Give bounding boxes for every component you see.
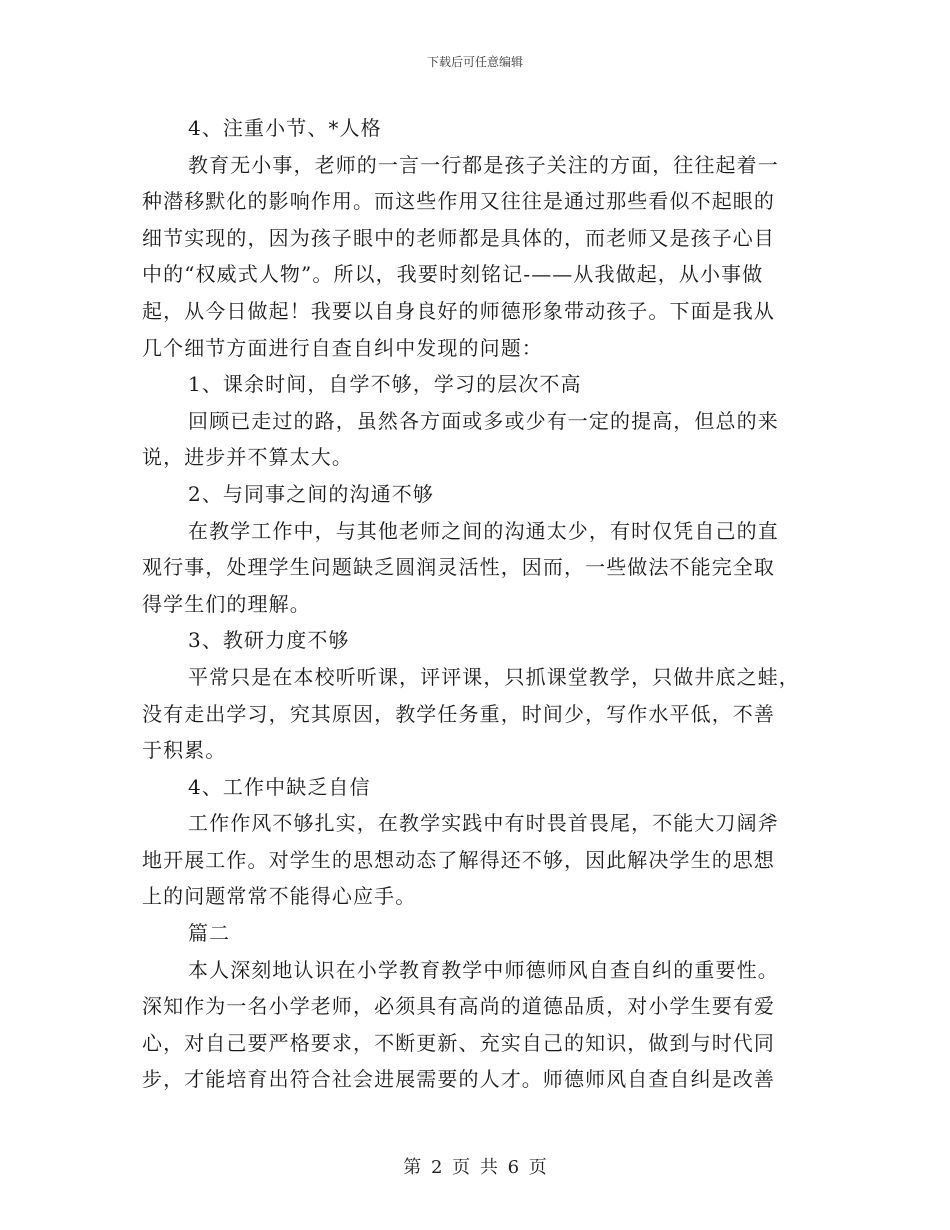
page-header-note: 下载后可任意编辑 <box>426 55 523 69</box>
paragraph-line: 没有走出学习，究其原因，教学任务重，时间少，写作水平低，不善 <box>142 701 775 726</box>
paragraph-line: 于积累。 <box>142 738 227 763</box>
paragraph-line: 回顾已走过的路，虽然各方面或多或少有一定的提高，但总的来 <box>188 408 779 433</box>
list-item-heading: 3、教研力度不够 <box>188 628 350 653</box>
paragraph-line: 心，对自己要严格要求，不断更新、充实自己的知识，做到与时代同 <box>142 1030 775 1055</box>
paragraph-line: 平常只是在本校听听课，评评课，只抓课堂教学，只做井底之蛙， <box>188 664 800 689</box>
document-body <box>142 110 822 1098</box>
section-heading: 篇二 <box>188 921 231 946</box>
paragraph-line: 说，进步并不算太大。 <box>142 445 353 470</box>
paragraph-line: 在教学工作中，与其他老师之间的沟通太少，有时仅凭自己的直 <box>188 518 779 543</box>
paragraph-line: 工作作风不够扎实，在教学实践中有时畏首畏尾，不能大刀阔斧 <box>188 811 779 836</box>
paragraph-line: 几个细节方面进行自查自纠中发现的问题： <box>142 335 543 360</box>
paragraph-line: 步，才能培育出符合社会进展需要的人才。师德师风自查自纠是改善 <box>142 1067 775 1092</box>
list-item-heading: 1、课余时间，自学不够，学习的层次不高 <box>188 372 582 397</box>
list-item-heading: 4、工作中缺乏自信 <box>188 774 371 799</box>
paragraph-line: 本人深刻地认识在小学教育教学中师德师风自查自纠的重要性。 <box>188 957 779 982</box>
paragraph-line: 细节实现的，因为孩子眼中的老师都是具体的，而老师又是孩子心目 <box>142 225 775 250</box>
paragraph-line: 起，从今日做起！我要以自身良好的师德形象带动孩子。下面是我从 <box>142 298 775 323</box>
paragraph-line: 种潜移默化的影响作用。而这些作用又往往是通过那些看似不起眼的 <box>142 189 775 214</box>
paragraph-line: 观行事，处理学生问题缺乏圆润灵活性，因而，一些做法不能完全取 <box>142 555 775 580</box>
paragraph-line: 教育无小事，老师的一言一行都是孩子关注的方面，往往起着一 <box>188 152 779 177</box>
paragraph-line: 得学生们的理解。 <box>142 591 311 616</box>
paragraph-line: 上的问题常常不能得心应手。 <box>142 884 417 909</box>
paragraph-line: 中的“权威式人物”。所以，我要时刻铭记-——从我做起，从小事做 <box>142 262 764 287</box>
section-heading: 4、注重小节、*人格 <box>188 116 382 140</box>
page-number-footer: 第 2 页 共 6 页 <box>403 1157 547 1178</box>
paragraph-line: 地开展工作。对学生的思想动态了解得还不够，因此解决学生的思想 <box>142 847 775 872</box>
list-item-heading: 2、与同事之间的沟通不够 <box>188 481 434 506</box>
paragraph-line: 深知作为一名小学老师，必须具有高尚的道德品质，对小学生要有爱 <box>142 994 775 1019</box>
